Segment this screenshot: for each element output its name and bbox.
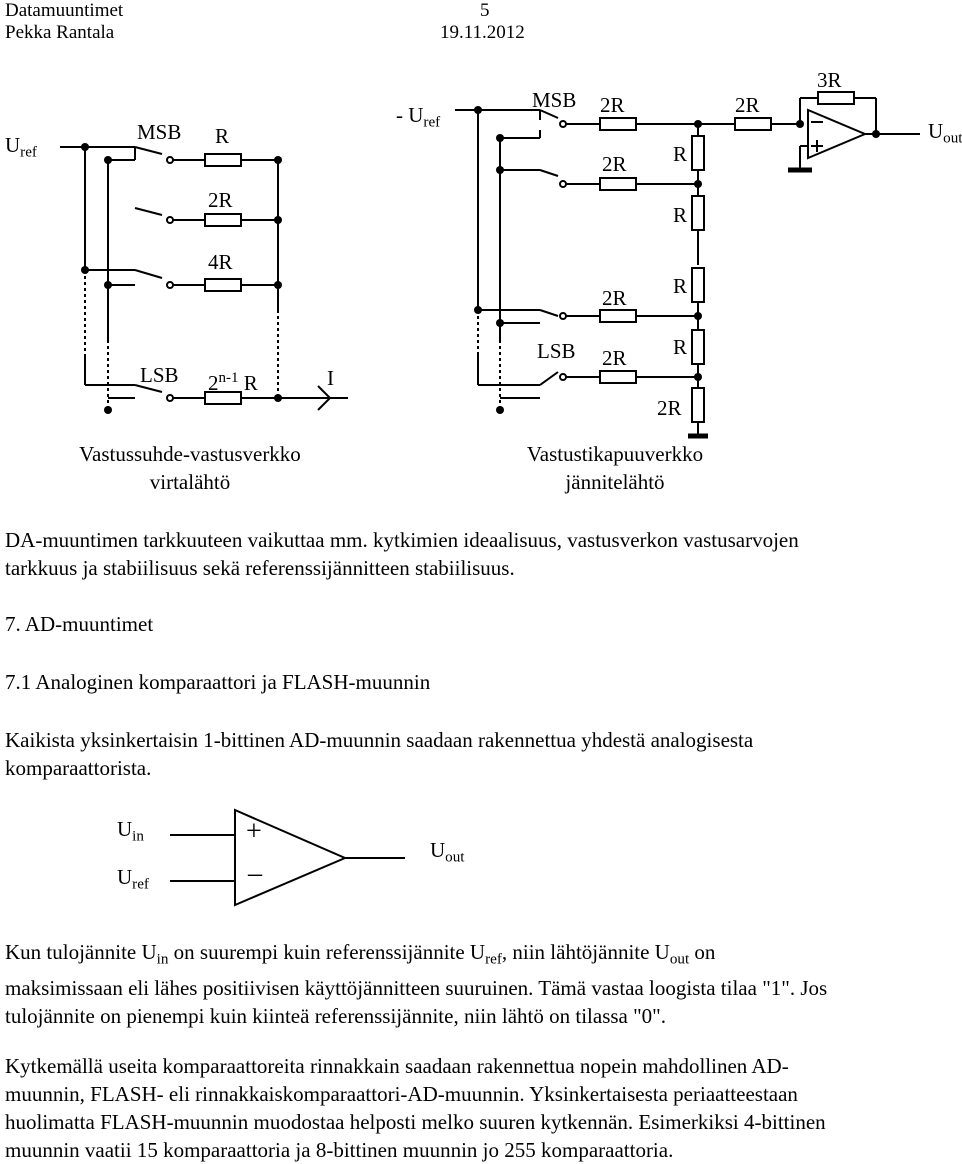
header-date: 19.11.2012	[440, 22, 525, 43]
comparator-plus: +	[246, 816, 262, 847]
right-uref-label: - $U_{ref}$	[396, 103, 441, 131]
right-msb-label: MSB	[532, 88, 577, 112]
left-2r-label: 2R	[208, 188, 233, 212]
paragraph-1bit: Kaikista yksinkertaisin 1-bittinen AD-muunnin saadaan rakennettua yhdestä analogisesta komparaattorista.	[5, 728, 754, 780]
para3-line1: Kun tulojännite $U_{in}$ on suurempi kuin referenssijännite $U_{ref}$, niin lähtöjännite $U_{out}$ on	[5, 940, 716, 968]
heading-comparator-flash: 7.1 Analoginen komparaattori ja FLASH-muunnin	[5, 670, 431, 694]
left-lsb-label: LSB	[140, 363, 179, 387]
paragraph-comparator-explained: Kun tulojännite $U_{in}$ on suurempi kuin referenssijännite $U_{ref}$, niin lähtöjännite $U_{out}$ on maksimissaan eli lähes positiivisen käyttöjännitteen suuruinen. Tämä vastaa loogista tilaa "1". Jos tulojännite on pienempi kuin kiinteä referenssijännite, niin lähtö on tilassa "0".	[5, 938, 955, 1030]
right-r3-label: R	[673, 274, 688, 298]
right-2r-c-label: 2R	[602, 346, 627, 370]
comparator-uout-label: $U_{out}$	[430, 838, 465, 866]
right-2r-top1-label: 2R	[600, 93, 625, 117]
left-current-label: I	[327, 366, 334, 390]
left-2n-1r-label: 2$^{n-1}$ R	[208, 370, 258, 395]
paragraph-accuracy: DA-muuntimen tarkkuuteen vaikuttaa mm. kytkimien ideaalisuus, vastusverkon vastusarvojen tarkkuus ja stabiilisuus sekä referenssijännitteen stabiilisuus.	[5, 528, 799, 580]
right-r2-label: R	[673, 203, 688, 227]
right-3r-label: 3R	[817, 68, 842, 92]
left-r-label: R	[215, 124, 230, 148]
left-circuit-caption: Vastussuhde-vastusverkko virtalähtö	[79, 442, 301, 494]
right-2r-a-label: 2R	[602, 152, 627, 176]
right-2r-b-label: 2R	[602, 286, 627, 310]
right-uout-label: $U_{out}$	[928, 119, 962, 147]
header-page-number: 5	[480, 0, 490, 21]
left-msb-label: MSB	[137, 120, 182, 144]
comparator-uin-label: $U_{in}$	[117, 817, 144, 845]
comparator-minus: –	[248, 858, 262, 889]
right-2r-term-label: 2R	[657, 396, 682, 420]
comparator-uref-label: $U_{ref}$	[117, 865, 149, 893]
header-author: Pekka Rantala	[5, 22, 115, 43]
paragraph-flash-converter: Kytkemällä useita komparaattoreita rinnakkain saadaan rakennettua nopein mahdollinen AD- muunnin, FLASH- eli rinnakkaiskomparaattori-AD-muunnin. Yksinkertaisesta periaatteestaan huolimatta FLASH-muunnin muodostaa helposti melko suuren kytkennän. Esimerkiksi 4-bittinen muunnin vaatii 15 komparaattoria ja 8-bittinen muunnin jo 255 komparaattoria.	[5, 1054, 826, 1162]
header-title: Datamuuntimet	[5, 0, 124, 21]
left-uref-label: $U_{ref}$	[5, 133, 37, 161]
right-r1-label: R	[673, 142, 688, 166]
left-4r-label: 4R	[208, 250, 233, 274]
right-r4-label: R	[673, 335, 688, 359]
right-circuit-caption: Vastustikapuuverkko jännitelähtö	[526, 442, 704, 494]
heading-ad-converters: 7. AD-muuntimet	[5, 612, 154, 636]
right-2r-top2-label: 2R	[735, 93, 760, 117]
right-lsb-label: LSB	[537, 339, 576, 363]
